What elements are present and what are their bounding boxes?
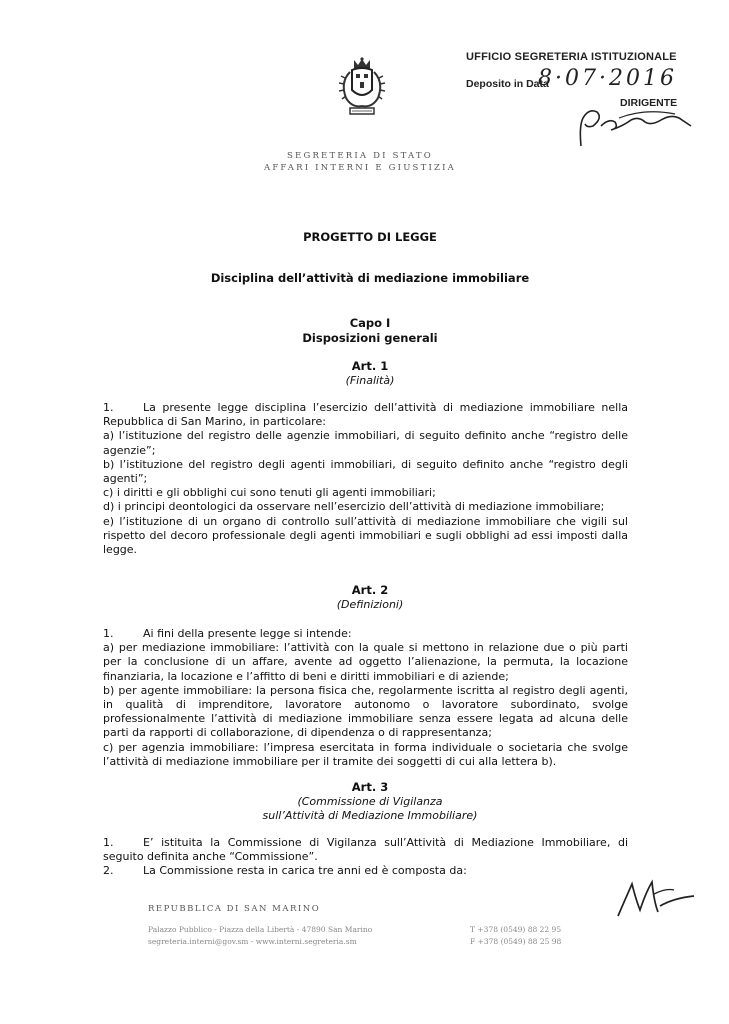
art2-item-a: a) per mediazione immobiliare: l’attività con la quale si mettono in relazione due o più parti per la conclusione di un affare, avente ad oggetto l’alienazione, la permuta, la locazione finanziaria, la locazione e l’affitto di beni e diritti immobiliari e di aziende; <box>103 641 628 683</box>
art1-item-a: a) l’istituzione del registro delle agenzie immobiliari, di seguito definito anche “registro delle agenzie”; <box>103 429 628 457</box>
art3-p2-number: 2. <box>103 864 114 878</box>
art1-item-b: b) l’istituzione del registro degli agenti immobiliari, di seguito definito anche “registro degli agenti”; <box>103 457 628 486</box>
capo-title: Disposizioni generali <box>302 331 438 345</box>
office-stamp: UFFICIO SEGRETERIA ISTITUZIONALE <box>466 51 677 63</box>
dirigente-label: DIRIGENTE <box>620 97 678 109</box>
art1-body <box>103 401 628 557</box>
art3-body <box>103 836 628 879</box>
art2-body <box>103 627 628 769</box>
art3-p1-text: E’ istituita la Commissione di Vigilanza sull’Attività di Mediazione Immobiliare, di seguito definita anche “Commissione”. <box>103 836 628 864</box>
art3-paragraph-2 <box>103 864 628 878</box>
art1-p1-number: 1. <box>103 401 114 414</box>
footer-fax: F +378 (0549) 88 25 98 <box>470 937 562 946</box>
art3-paragraph-1 <box>103 836 628 864</box>
art2-subtitle: (Definizioni) <box>336 598 404 611</box>
art1-item-c: c) i diritti e gli obblighi cui sono tenuti gli agenti immobiliari; <box>103 486 436 500</box>
art2-p1-text: Ai fini della presente legge si intende: <box>143 627 352 640</box>
coat-of-arms-icon <box>336 56 388 120</box>
handwritten-signature-top <box>575 96 695 150</box>
art3-subtitle-1: (Commissione di Vigilanza <box>297 795 443 808</box>
art1-heading: Art. 1 <box>351 359 389 373</box>
footer-contacts <box>470 924 561 948</box>
art1-item-e: e) l’istituzione di un organo di controllo sull’attività di mediazione immobiliare che vigili sul rispetto del decoro professionale degli agenti immobiliari e sugli obblighi ad essi imposti dalla legge. <box>103 514 628 557</box>
art1-item-d: d) i principi deontologici da osservare nell’esercizio dell’attività di mediazione immobiliare; <box>103 500 605 514</box>
deposit-label: Deposito in Data <box>466 78 549 90</box>
art2-p1-number: 1. <box>103 627 114 640</box>
art1-p1-text: La presente legge disciplina l’esercizio dell’attività di mediazione immobiliare nella Repubblica di San Marino, in particolare: <box>103 401 628 429</box>
art1-subtitle: (Finalità) <box>345 374 395 387</box>
ministry-line-1: SEGRETERIA DI STATO <box>287 151 433 161</box>
art2-item-b: b) per agente immobiliare: la persona fisica che, regolarmente iscritta al registro degli agenti, in qualità di imprenditore, lavoratore autonomo o lavoratore subordinato, svolge professionalmente l’attività di mediazione immobiliare senza essere legata ad alcuna delle parti da rapporti di collaborazione, di dipendenza o di rappresentanza; <box>103 683 628 740</box>
art3-subtitle-2: sull’Attività di Mediazione Immobiliare) <box>262 809 478 822</box>
capo-heading: Capo I <box>349 316 391 330</box>
footer-republic-name: REPUBBLICA DI SAN MARINO <box>148 904 321 914</box>
art2-item-c: c) per agenzia immobiliare: l’impresa esercitata in forma individuale o societaria che svolge l’attività di mediazione immobiliare per il tramite dei soggetti di cui alla lettera b). <box>103 740 628 768</box>
art3-heading: Art. 3 <box>351 780 389 794</box>
footer-phone: T +378 (0549) 88 22 95 <box>470 925 562 934</box>
document-type: PROGETTO DI LEGGE <box>303 230 437 244</box>
ministry-line-2: AFFARI INTERNI E GIUSTIZIA <box>263 163 457 173</box>
art1-paragraph-1 <box>103 401 628 429</box>
art3-p1-number: 1. <box>103 836 114 849</box>
document-title: Disciplina dell’attività di mediazione immobiliare <box>210 271 530 285</box>
art3-p2-text: La Commissione resta in carica tre anni ed è composta da: <box>143 864 467 878</box>
art2-heading: Art. 2 <box>351 583 389 597</box>
deposit-date: 8·07·2016 <box>538 66 677 91</box>
footer-address-line-1: Palazzo Pubblico - Piazza della Libertà - 47890 San Marino <box>148 925 373 934</box>
footer-address <box>148 924 372 948</box>
footer-address-line-2: segreteria.interni@gov.sm - www.interni.segreteria.sm <box>148 937 357 946</box>
ministry-heading <box>240 150 480 174</box>
art2-paragraph-1 <box>103 627 628 641</box>
handwritten-initials-bottom <box>614 876 698 920</box>
